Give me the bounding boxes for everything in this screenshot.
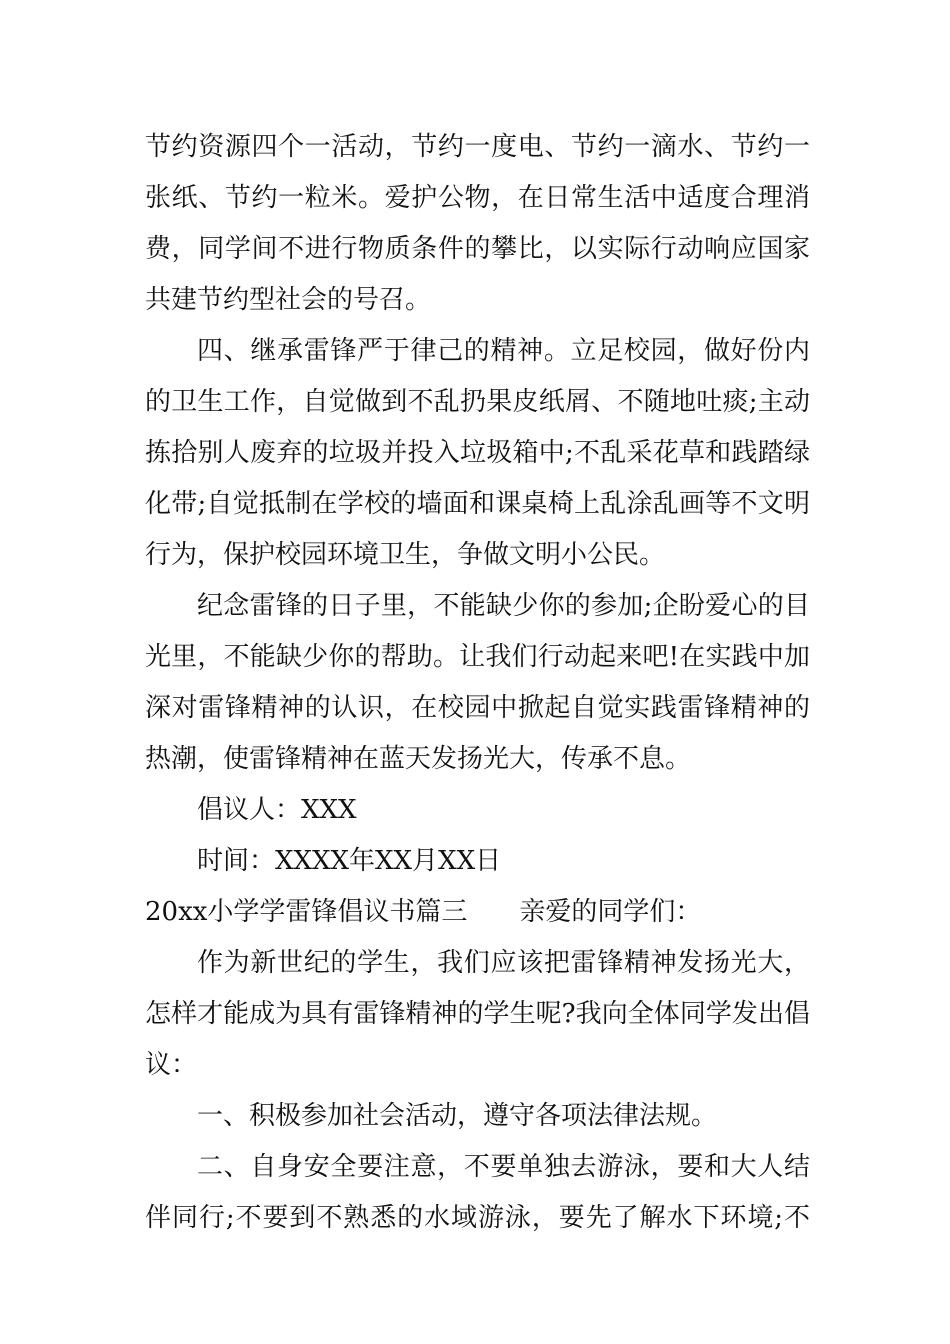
- body-text-line: 节约资源四个一活动，节约一度电、节约一滴水、节约一: [145, 132, 810, 162]
- date-line: 时间：XXXX年XX月XX日: [197, 846, 502, 876]
- body-text-line: 怎样才能成为具有雷锋精神的学生呢?我向全体同学发出倡: [145, 999, 810, 1029]
- body-text-line: 议：: [145, 1050, 198, 1080]
- body-text-line: 化带;自觉抵制在学校的墙面和课桌椅上乱涂乱画等不文明: [145, 489, 810, 519]
- body-text-line: 共建节约型社会的号召。: [145, 285, 432, 315]
- body-text-line: 行为，保护校园环境卫生，争做文明小公民。: [145, 540, 666, 570]
- paragraph-first-line: 作为新世纪的学生，我们应该把雷锋精神发扬光大，: [197, 948, 810, 978]
- body-text-line: 光里，不能缺少你的帮助。让我们行动起来吧!在实践中加: [145, 642, 810, 672]
- paragraph-first-line: 四、继承雷锋严于律己的精神。立足校园，做好份内: [197, 336, 810, 366]
- section-heading: 20xx小学学雷锋倡议书篇三 亲爱的同学们：: [145, 897, 702, 927]
- body-text-line: 热潮，使雷锋精神在蓝天发扬光大，传承不息。: [145, 744, 692, 774]
- proposer-line: 倡议人：XXX: [197, 795, 357, 825]
- body-text-line: 深对雷锋精神的认识，在校园中掀起自觉实践雷锋精神的: [145, 693, 810, 723]
- body-text-line: 拣拾别人废弃的垃圾并投入垃圾箱中;不乱采花草和践踏绿: [145, 438, 810, 468]
- body-text-line: 费，同学间不进行物质条件的攀比，以实际行动响应国家: [145, 234, 810, 264]
- body-text-line: 的卫生工作，自觉做到不乱扔果皮纸屑、不随地吐痰;主动: [145, 387, 810, 417]
- paragraph-first-line: 一、积极参加社会活动，遵守各项法律法规。: [197, 1101, 718, 1131]
- paragraph-first-line: 纪念雷锋的日子里，不能缺少你的参加;企盼爱心的目: [197, 591, 810, 621]
- body-text-line: 伴同行;不要到不熟悉的水域游泳，要先了解水下环境;不: [145, 1203, 810, 1233]
- paragraph-first-line: 二、自身安全要注意，不要单独去游泳，要和大人结: [197, 1152, 810, 1182]
- body-text-line: 张纸、节约一粒米。爱护公物，在日常生活中适度合理消: [145, 183, 810, 213]
